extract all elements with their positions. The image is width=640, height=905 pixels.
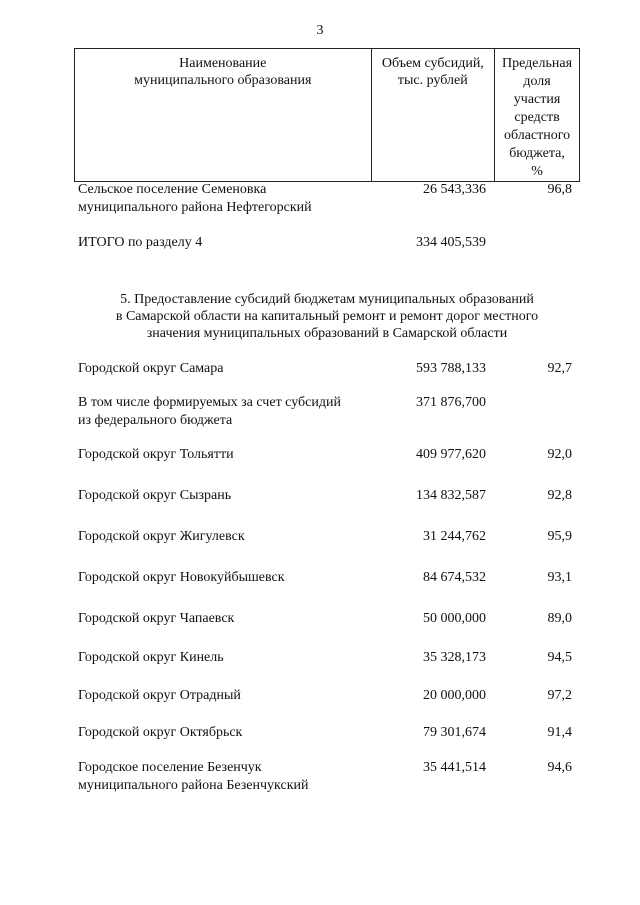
subsidy-amount: 35 328,173 — [423, 650, 486, 665]
subsidy-amount: 26 543,336 — [423, 182, 486, 197]
header-share-label: Предельная доля участия средств областного бюджета, % — [502, 56, 573, 179]
budget-share: 92,0 — [547, 447, 572, 462]
subsidy-amount: 31 244,762 — [423, 529, 486, 544]
municipality-name: Городской округ Отрадный — [78, 688, 241, 703]
municipality-name: Городской округ Кинель — [78, 650, 224, 665]
budget-share: 92,8 — [547, 488, 572, 503]
subsidy-amount: 84 674,532 — [423, 570, 486, 585]
subsidy-amount: 50 000,000 — [423, 611, 486, 626]
subsidy-amount: 134 832,587 — [416, 488, 486, 503]
budget-share: 89,0 — [547, 611, 572, 626]
budget-share: 96,8 — [547, 182, 572, 197]
header-volume-column — [371, 49, 495, 182]
header-volume-label: Объем субсидий, тыс. рублей — [381, 56, 484, 88]
budget-share: 93,1 — [547, 570, 572, 585]
municipality-name: Городской округ Сызрань — [78, 488, 232, 503]
header-share-column — [495, 49, 580, 182]
municipality-name: Сельское поселение Семеновка муниципального района Нефтегорский — [78, 182, 312, 215]
budget-share: 95,9 — [547, 529, 572, 544]
subsidy-amount: 20 000,000 — [423, 688, 486, 703]
municipality-name: Городской округ Новокуйбышевск — [78, 570, 285, 585]
municipality-name: Городской округ Самара — [78, 361, 224, 376]
header-name-column — [75, 49, 372, 182]
municipality-name: Городской округ Жигулевск — [78, 529, 245, 544]
budget-share: 97,2 — [547, 688, 572, 703]
budget-share: 94,5 — [547, 650, 572, 665]
municipality-name: Городское поселение Безенчук муниципального района Безенчукский — [78, 760, 309, 793]
subsidy-amount: 35 441,514 — [423, 760, 486, 775]
municipality-name: Городской округ Тольятти — [78, 447, 234, 462]
budget-share: 92,7 — [547, 361, 572, 376]
municipality-name: Городской округ Чапаевск — [78, 611, 235, 626]
section-title: 5. Предоставление субсидий бюджетам муниципальных образований в Самарской области на капитальный ремонт и ремонт дорог местного значения муниципальных образований в Самарской области — [115, 292, 539, 341]
subsidy-amount: 593 788,133 — [416, 361, 486, 376]
header-name-label: Наименование муниципального образования — [134, 56, 312, 88]
total-amount: 334 405,539 — [416, 235, 486, 250]
subsidy-amount: 409 977,620 — [416, 447, 486, 462]
table-header — [74, 48, 580, 182]
total-label: ИТОГО по разделу 4 — [78, 235, 203, 250]
subsidy-amount: 79 301,674 — [423, 725, 486, 740]
subsidy-amount: 371 876,700 — [416, 395, 486, 410]
budget-share: 94,6 — [547, 760, 572, 775]
municipality-name: В том числе формируемых за счет субсидий из федерального бюджета — [78, 395, 341, 428]
municipality-name: Городской округ Октябрьск — [78, 725, 243, 740]
page-number: 3 — [316, 23, 324, 38]
budget-share: 91,4 — [547, 725, 572, 740]
